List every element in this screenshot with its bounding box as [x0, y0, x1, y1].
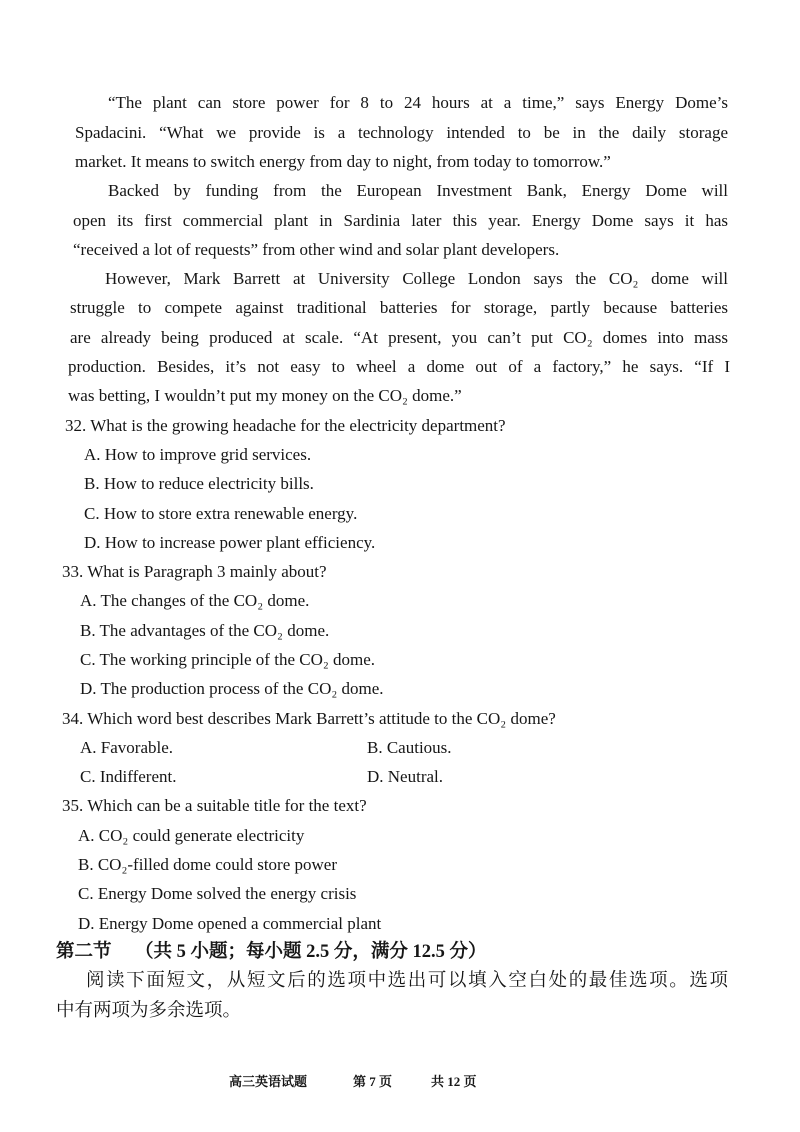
- option-text: Cautious.: [386, 737, 452, 757]
- option-line: [84, 528, 375, 557]
- option-33-b: [0, 616, 800, 645]
- option-letter: B.: [80, 620, 96, 640]
- option-letter: C.: [80, 767, 96, 787]
- instruction-line: 阅读下面短文，从短文后的选项中选出可以填入空白处的最佳选项。选项: [86, 971, 728, 992]
- option-34-c: [80, 762, 176, 791]
- question-34-stem: [0, 704, 800, 733]
- option-text: CO₂-filled dome could store power: [97, 855, 337, 875]
- option-33-c: [0, 645, 800, 674]
- option-line: [80, 674, 384, 703]
- option-35-c: [0, 879, 800, 908]
- passage-paragraph-1-row: [0, 147, 800, 176]
- passage-line: are already being produced at scale. “At present, you can’t put CO₂ domes into mass: [70, 327, 728, 347]
- footer-page-number: 第 7 页: [353, 1074, 393, 1089]
- option-line: [80, 645, 375, 674]
- option-line: [78, 850, 337, 879]
- question-text: What is the growing headache for the electricity department?: [90, 415, 506, 435]
- passage-line: was betting, I wouldn’t put my money on the CO₂ dome.”: [68, 386, 462, 406]
- question-33-stem: [0, 557, 800, 586]
- passage-paragraph-2-row: [0, 206, 800, 235]
- passage-paragraph-3-row: [0, 323, 800, 352]
- option-text: The advantages of the CO₂ dome.: [99, 620, 330, 640]
- option-letter: B.: [367, 737, 383, 757]
- passage-paragraph-2-row: [0, 235, 800, 264]
- option-line: [80, 616, 329, 645]
- option-34-a: [80, 733, 173, 762]
- instruction-line: 中有两项为多余选项。: [56, 1000, 242, 1021]
- option-letter: D.: [367, 767, 384, 787]
- question-text: What is Paragraph 3 mainly about?: [87, 562, 327, 582]
- option-text: The working principle of the CO₂ dome.: [99, 649, 376, 669]
- page-footer: [0, 1072, 800, 1092]
- question-number: 35.: [62, 796, 84, 816]
- passage-paragraph-3: [0, 264, 800, 293]
- option-letter: C.: [80, 649, 96, 669]
- option-text: How to reduce electricity bills.: [103, 474, 314, 494]
- option-text: CO₂ could generate electricity: [98, 825, 305, 845]
- option-text: How to improve grid services.: [104, 444, 312, 464]
- passage-paragraph-3-row: [0, 381, 800, 410]
- option-letter: B.: [84, 474, 100, 494]
- passage-line: Spadacini. “What we provide is a technology intended to be in the daily storage: [75, 122, 728, 142]
- option-text: Indifferent.: [99, 767, 177, 787]
- option-33-d: [0, 674, 800, 703]
- option-line: [84, 499, 357, 528]
- option-line: [78, 879, 356, 908]
- option-34-b: [367, 733, 452, 762]
- page-content: [0, 88, 800, 1026]
- option-35-d: [0, 909, 800, 938]
- footer-total-pages: 共 12 页: [431, 1074, 477, 1089]
- options-34-row-2: [0, 762, 800, 791]
- section-heading: [0, 938, 800, 967]
- passage-line: “The plant can store power for 8 to 24 hours at a time,” says Energy Dome’s: [108, 93, 728, 113]
- section-scoring: （共 5 小题；每小题 2.5 分，满分 12.5 分）: [135, 941, 487, 962]
- question-number: 34.: [62, 708, 84, 728]
- option-33-a: [0, 586, 800, 615]
- option-letter: A.: [80, 737, 97, 757]
- option-line: [80, 586, 309, 615]
- passage-paragraph-1: [0, 88, 800, 117]
- question-35-stem: [0, 791, 800, 820]
- passage-paragraph-1-row: [0, 118, 800, 147]
- question-stem-line: [65, 411, 506, 440]
- option-letter: B.: [78, 855, 94, 875]
- question-number: 33.: [62, 562, 84, 582]
- option-letter: C.: [78, 884, 94, 904]
- option-line: [84, 469, 314, 498]
- footer-subject: 高三英语试题: [229, 1074, 308, 1089]
- question-stem-line: [62, 791, 367, 820]
- option-letter: A.: [84, 444, 101, 464]
- option-letter: A.: [80, 591, 97, 611]
- option-text: How to store extra renewable energy.: [103, 503, 358, 523]
- question-stem-line: [62, 704, 556, 733]
- question-32-stem: [0, 411, 800, 440]
- option-text: Energy Dome opened a commercial plant: [98, 913, 382, 933]
- option-line: [78, 821, 304, 850]
- question-stem-line: [62, 557, 327, 586]
- passage-line: production. Besides, it’s not easy to wheel a dome out of a factory,” he says. “If I: [68, 357, 730, 377]
- option-text: Energy Dome solved the energy crisis: [97, 884, 357, 904]
- passage-line: Backed by funding from the European Investment Bank, Energy Dome will: [108, 181, 728, 201]
- option-32-c: [0, 499, 800, 528]
- option-35-b: [0, 850, 800, 879]
- option-34-d: [367, 762, 443, 791]
- option-line: [84, 440, 311, 469]
- section-instructions-row: [0, 997, 800, 1026]
- option-letter: D.: [80, 679, 97, 699]
- passage-line: struggle to compete against traditional batteries for storage, partly because batteries: [70, 298, 728, 318]
- passage-line: market. It means to switch energy from day to night, from today to tomorrow.”: [75, 151, 611, 171]
- question-text: Which can be a suitable title for the text?: [87, 796, 367, 816]
- question-text: Which word best describes Mark Barrett’s attitude to the CO₂ dome?: [87, 708, 556, 728]
- option-32-d: [0, 528, 800, 557]
- options-34-row-1: [0, 733, 800, 762]
- option-letter: A.: [78, 825, 95, 845]
- passage-line: “received a lot of requests” from other wind and solar plant developers.: [73, 239, 560, 259]
- option-text: The production process of the CO₂ dome.: [100, 679, 384, 699]
- question-number: 32.: [65, 415, 87, 435]
- passage-line: open its first commercial plant in Sardinia later this year. Energy Dome says it has: [73, 210, 728, 230]
- passage-paragraph-3-row: [0, 293, 800, 322]
- option-text: Neutral.: [387, 767, 444, 787]
- option-35-a: [0, 821, 800, 850]
- option-line: [78, 909, 381, 938]
- option-text: Favorable.: [100, 737, 174, 757]
- option-letter: D.: [78, 913, 95, 933]
- passage-line: However, Mark Barrett at University College London says the CO₂ dome will: [105, 269, 728, 289]
- section-instructions: [0, 967, 800, 996]
- option-text: The changes of the CO₂ dome.: [100, 591, 310, 611]
- section-title: 第二节: [56, 941, 112, 962]
- option-letter: C.: [84, 503, 100, 523]
- option-32-b: [0, 469, 800, 498]
- option-32-a: [0, 440, 800, 469]
- option-text: How to increase power plant efficiency.: [104, 532, 376, 552]
- passage-paragraph-2: [0, 176, 800, 205]
- passage-paragraph-3-row: [0, 352, 800, 381]
- option-letter: D.: [84, 532, 101, 552]
